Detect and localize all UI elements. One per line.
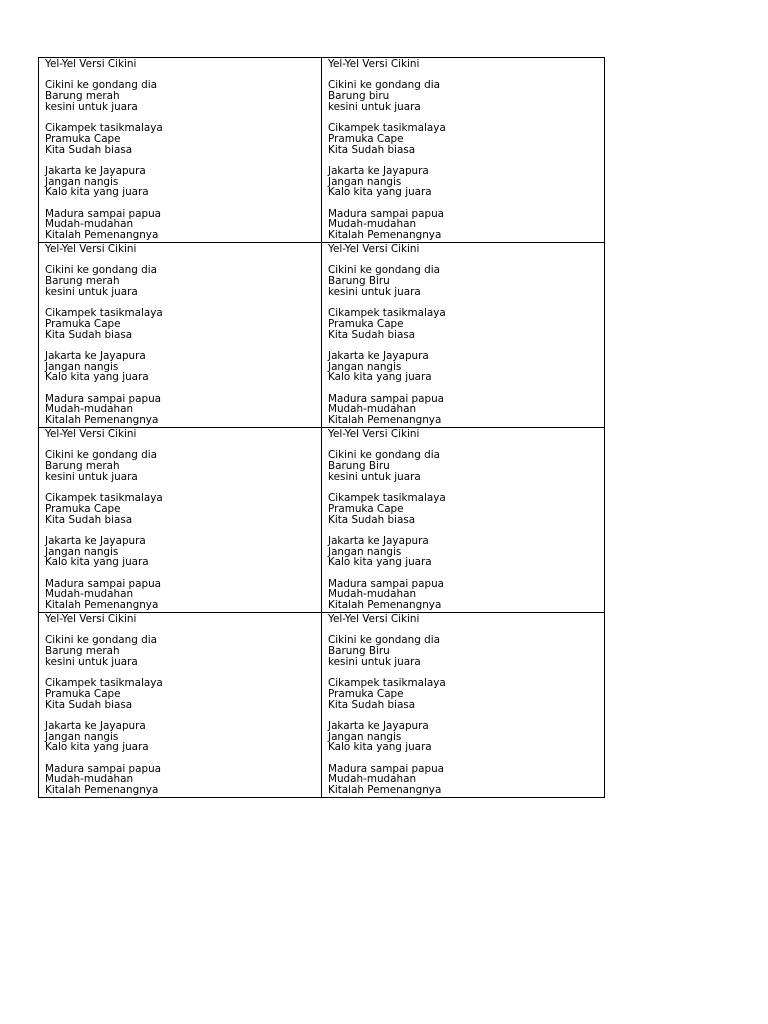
lyric-line: Cikampek tasikmalaya bbox=[45, 122, 163, 135]
lyric-line: Kitalah Pemenangnya bbox=[45, 784, 159, 796]
lyric-line: Cikini ke gondang dia bbox=[328, 634, 440, 647]
stanza bbox=[328, 579, 604, 611]
lyric-line: kesini untuk juara bbox=[328, 655, 421, 668]
lyric-line: kesini untuk juara bbox=[328, 470, 421, 483]
stanza bbox=[45, 450, 321, 482]
lyric-line: Kalo kita yang juara bbox=[328, 186, 432, 199]
stanza bbox=[328, 80, 604, 112]
stanza bbox=[328, 450, 604, 482]
lyric-line: kesini untuk juara bbox=[328, 100, 421, 113]
lyric-line: Kita Sudah biasa bbox=[328, 698, 416, 711]
lyric-line: Kita Sudah biasa bbox=[328, 513, 416, 526]
lyric-line: Kitalah Pemenangnya bbox=[328, 414, 442, 426]
stanza bbox=[45, 764, 321, 796]
stanza bbox=[328, 209, 604, 241]
lyric-line: kesini untuk juara bbox=[45, 470, 138, 483]
lyric-line: Barung Biru bbox=[328, 645, 390, 658]
lyric-line: Pramuka Cape bbox=[45, 132, 121, 145]
lyric-line: Pramuka Cape bbox=[328, 502, 404, 515]
lyric-line: Cikini ke gondang dia bbox=[328, 264, 440, 277]
table-cell bbox=[39, 58, 322, 243]
lyric-line: Jangan nangis bbox=[328, 730, 402, 743]
lyric-line: Barung merah bbox=[45, 460, 120, 473]
lyric-line: Cikampek tasikmalaya bbox=[328, 122, 446, 135]
table-row bbox=[39, 613, 605, 798]
cell-title: Yel-Yel Versi Cikini bbox=[45, 613, 137, 625]
lyric-line: Mudah-mudahan bbox=[328, 403, 417, 416]
table-cell bbox=[322, 613, 605, 798]
table-cell bbox=[39, 613, 322, 798]
table-row bbox=[39, 243, 605, 428]
stanza bbox=[328, 635, 604, 667]
lyric-line: Cikampek tasikmalaya bbox=[45, 492, 163, 505]
lyric-line: Pramuka Cape bbox=[328, 687, 404, 700]
stanza bbox=[45, 579, 321, 611]
lyric-line: Madura sampai papua bbox=[328, 762, 445, 775]
lyric-line: Kalo kita yang juara bbox=[45, 371, 149, 384]
cell-title: Yel-Yel Versi Cikini bbox=[328, 428, 420, 440]
cell-title: Yel-Yel Versi Cikini bbox=[45, 243, 137, 255]
lyric-line: Cikampek tasikmalaya bbox=[45, 307, 163, 320]
lyric-line: Madura sampai papua bbox=[328, 207, 445, 220]
lyric-line: Madura sampai papua bbox=[45, 392, 162, 405]
lyric-line: Pramuka Cape bbox=[45, 687, 121, 700]
lyric-line: kesini untuk juara bbox=[45, 285, 138, 298]
lyric-line: Jakarta ke Jayapura bbox=[328, 719, 429, 732]
lyric-line: Jakarta ke Jayapura bbox=[328, 164, 429, 177]
lyric-line: Kalo kita yang juara bbox=[328, 371, 432, 384]
lyric-line: Jangan nangis bbox=[328, 360, 402, 373]
stanza bbox=[45, 493, 321, 525]
stanza bbox=[45, 166, 321, 198]
lyric-line: Kalo kita yang juara bbox=[45, 556, 149, 569]
cell-title: Yel-Yel Versi Cikini bbox=[45, 58, 137, 70]
cell-title: Yel-Yel Versi Cikini bbox=[328, 58, 420, 70]
yel-yel-table bbox=[38, 57, 605, 798]
cell-title: Yel-Yel Versi Cikini bbox=[45, 428, 137, 440]
lyric-line: Jakarta ke Jayapura bbox=[328, 349, 429, 362]
lyric-line: Pramuka Cape bbox=[45, 317, 121, 330]
lyric-line: Kalo kita yang juara bbox=[328, 556, 432, 569]
table-row bbox=[39, 58, 605, 243]
lyric-line: Madura sampai papua bbox=[328, 392, 445, 405]
stanza bbox=[45, 351, 321, 383]
stanza bbox=[328, 308, 604, 340]
yel-yel-table-body bbox=[39, 58, 605, 798]
stanza bbox=[328, 678, 604, 710]
stanza bbox=[328, 351, 604, 383]
stanza bbox=[45, 394, 321, 426]
stanza bbox=[328, 536, 604, 568]
stanza bbox=[45, 80, 321, 112]
lyric-line: Kitalah Pemenangnya bbox=[328, 599, 442, 611]
lyric-line: kesini untuk juara bbox=[328, 285, 421, 298]
lyric-line: Jakarta ke Jayapura bbox=[45, 349, 146, 362]
lyric-line: Mudah-mudahan bbox=[45, 588, 134, 601]
lyric-line: Barung biru bbox=[328, 90, 390, 103]
lyric-line: Mudah-mudahan bbox=[45, 773, 134, 786]
stanza bbox=[45, 678, 321, 710]
stanza bbox=[328, 123, 604, 155]
lyric-line: Kita Sudah biasa bbox=[45, 513, 133, 526]
stanza bbox=[45, 536, 321, 568]
table-cell bbox=[322, 243, 605, 428]
lyric-line: Kita Sudah biasa bbox=[328, 143, 416, 156]
lyric-line: Cikini ke gondang dia bbox=[45, 634, 157, 647]
lyric-line: Kita Sudah biasa bbox=[45, 698, 133, 711]
lyric-line: Kitalah Pemenangnya bbox=[45, 414, 159, 426]
lyric-line: Cikampek tasikmalaya bbox=[328, 677, 446, 690]
table-cell bbox=[39, 428, 322, 613]
lyric-line: Mudah-mudahan bbox=[328, 773, 417, 786]
lyric-line: Jangan nangis bbox=[328, 175, 402, 188]
lyric-line: Kalo kita yang juara bbox=[328, 741, 432, 754]
table-row bbox=[39, 428, 605, 613]
stanza bbox=[328, 265, 604, 297]
stanza bbox=[45, 123, 321, 155]
lyric-line: Mudah-mudahan bbox=[328, 588, 417, 601]
lyric-line: Cikini ke gondang dia bbox=[45, 449, 157, 462]
lyric-line: Kalo kita yang juara bbox=[45, 186, 149, 199]
cell-title: Yel-Yel Versi Cikini bbox=[328, 243, 420, 255]
stanza bbox=[45, 209, 321, 241]
lyric-line: Cikini ke gondang dia bbox=[45, 79, 157, 92]
stanza bbox=[45, 265, 321, 297]
lyric-line: Jangan nangis bbox=[45, 730, 119, 743]
lyric-line: Jangan nangis bbox=[328, 545, 402, 558]
lyric-line: kesini untuk juara bbox=[45, 655, 138, 668]
lyric-line: Madura sampai papua bbox=[328, 577, 445, 590]
lyric-line: Mudah-mudahan bbox=[45, 218, 134, 231]
lyric-line: Cikampek tasikmalaya bbox=[328, 307, 446, 320]
lyric-line: Cikini ke gondang dia bbox=[328, 79, 440, 92]
lyric-line: Barung Biru bbox=[328, 460, 390, 473]
stanza bbox=[45, 308, 321, 340]
lyric-line: Pramuka Cape bbox=[328, 317, 404, 330]
lyric-line: Jakarta ke Jayapura bbox=[45, 534, 146, 547]
lyric-line: Jangan nangis bbox=[45, 545, 119, 558]
lyric-line: Pramuka Cape bbox=[328, 132, 404, 145]
lyric-line: Madura sampai papua bbox=[45, 207, 162, 220]
stanza bbox=[328, 166, 604, 198]
lyric-line: Pramuka Cape bbox=[45, 502, 121, 515]
lyric-line: Madura sampai papua bbox=[45, 577, 162, 590]
lyric-line: Barung Biru bbox=[328, 275, 390, 288]
table-cell bbox=[322, 58, 605, 243]
lyric-line: Kita Sudah biasa bbox=[45, 143, 133, 156]
stanza bbox=[328, 721, 604, 753]
lyric-line: kesini untuk juara bbox=[45, 100, 138, 113]
lyric-line: Cikampek tasikmalaya bbox=[328, 492, 446, 505]
lyric-line: Cikini ke gondang dia bbox=[45, 264, 157, 277]
stanza bbox=[45, 635, 321, 667]
lyric-line: Jangan nangis bbox=[45, 360, 119, 373]
lyric-line: Kitalah Pemenangnya bbox=[45, 229, 159, 241]
lyric-line: Barung merah bbox=[45, 90, 120, 103]
cell-title: Yel-Yel Versi Cikini bbox=[328, 613, 420, 625]
lyric-line: Kitalah Pemenangnya bbox=[328, 229, 442, 241]
stanza bbox=[328, 764, 604, 796]
lyric-line: Jakarta ke Jayapura bbox=[328, 534, 429, 547]
lyric-line: Cikini ke gondang dia bbox=[328, 449, 440, 462]
lyric-line: Barung merah bbox=[45, 275, 120, 288]
lyric-line: Cikampek tasikmalaya bbox=[45, 677, 163, 690]
lyric-line: Kita Sudah biasa bbox=[45, 328, 133, 341]
stanza bbox=[45, 721, 321, 753]
lyric-line: Barung merah bbox=[45, 645, 120, 658]
lyric-line: Madura sampai papua bbox=[45, 762, 162, 775]
lyric-line: Jakarta ke Jayapura bbox=[45, 719, 146, 732]
lyric-line: Kitalah Pemenangnya bbox=[328, 784, 442, 796]
lyric-line: Jangan nangis bbox=[45, 175, 119, 188]
table-cell bbox=[322, 428, 605, 613]
stanza bbox=[328, 493, 604, 525]
lyric-line: Kitalah Pemenangnya bbox=[45, 599, 159, 611]
table-cell bbox=[39, 243, 322, 428]
lyric-line: Jakarta ke Jayapura bbox=[45, 164, 146, 177]
lyric-line: Mudah-mudahan bbox=[328, 218, 417, 231]
lyric-line: Kita Sudah biasa bbox=[328, 328, 416, 341]
lyric-line: Kalo kita yang juara bbox=[45, 741, 149, 754]
lyric-line: Mudah-mudahan bbox=[45, 403, 134, 416]
stanza bbox=[328, 394, 604, 426]
